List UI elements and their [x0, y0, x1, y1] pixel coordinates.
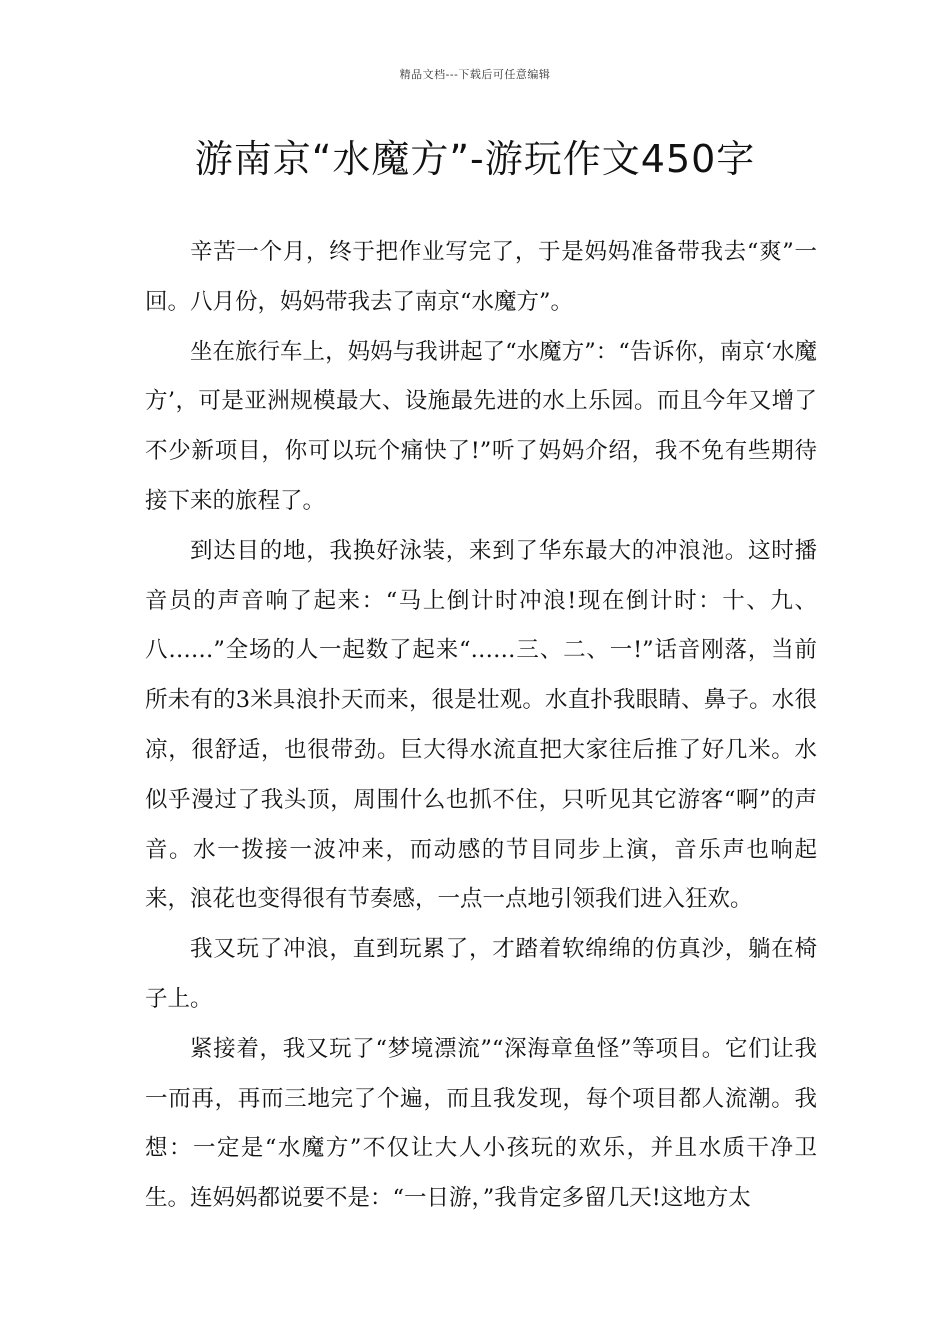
- paragraph: 辛苦一个月，终于把作业写完了，于是妈妈准备带我去“爽”一回。八月份，妈妈带我去了南京“水魔方”。: [145, 239, 817, 315]
- paragraph: 坐在旅行车上，妈妈与我讲起了“水魔方”：“告诉你，南京‘水魔方’，可是亚洲规模最大、设施最先进的水上乐园。而且今年又增了不少新项目，你可以玩个痛快了!”听了妈妈介绍，我不免有些期待接下来的旅程了。: [145, 338, 817, 514]
- document-body: [145, 228, 817, 1224]
- paragraph: 紧接着，我又玩了“梦境漂流”“深海章鱼怪”等项目。它们让我一而再，再而三地完了个遍，而且我发现，每个项目都人流潮。我想：一定是“水魔方”不仅让大人小孩玩的欢乐，并且水质干净卫生。连妈妈都说要不是：“一日游，”我肯定多留几天!这地方太: [145, 1035, 817, 1212]
- header-note: 精品文档---下载后可任意编辑: [399, 68, 551, 81]
- document-title: 游南京“水魔方”-游玩作文450字: [194, 137, 756, 181]
- paragraph: 我又玩了冲浪，直到玩累了，才踏着软绵绵的仿真沙，躺在椅子上。: [145, 936, 817, 1012]
- paragraph: 到达目的地，我换好泳装，来到了华东最大的冲浪池。这时播音员的声音响了起来：“马上倒计时冲浪!现在倒计时：十、九、八……”全场的人一起数了起来“……三、二、一!”话音刚落，当前所未有的3米具浪扑天而来，很是壮观。水直扑我眼睛、鼻子。水很凉，很舒适，也很带劲。巨大得水流直把大家往后推了好几米。水似乎漫过了我头顶，周围什么也抓不住，只听见其它游客“啊”的声音。水一拨接一波冲来，而动感的节目同步上演，音乐声也响起来，浪花也变得很有节奏感，一点一点地引领我们进入狂欢。: [145, 537, 817, 913]
